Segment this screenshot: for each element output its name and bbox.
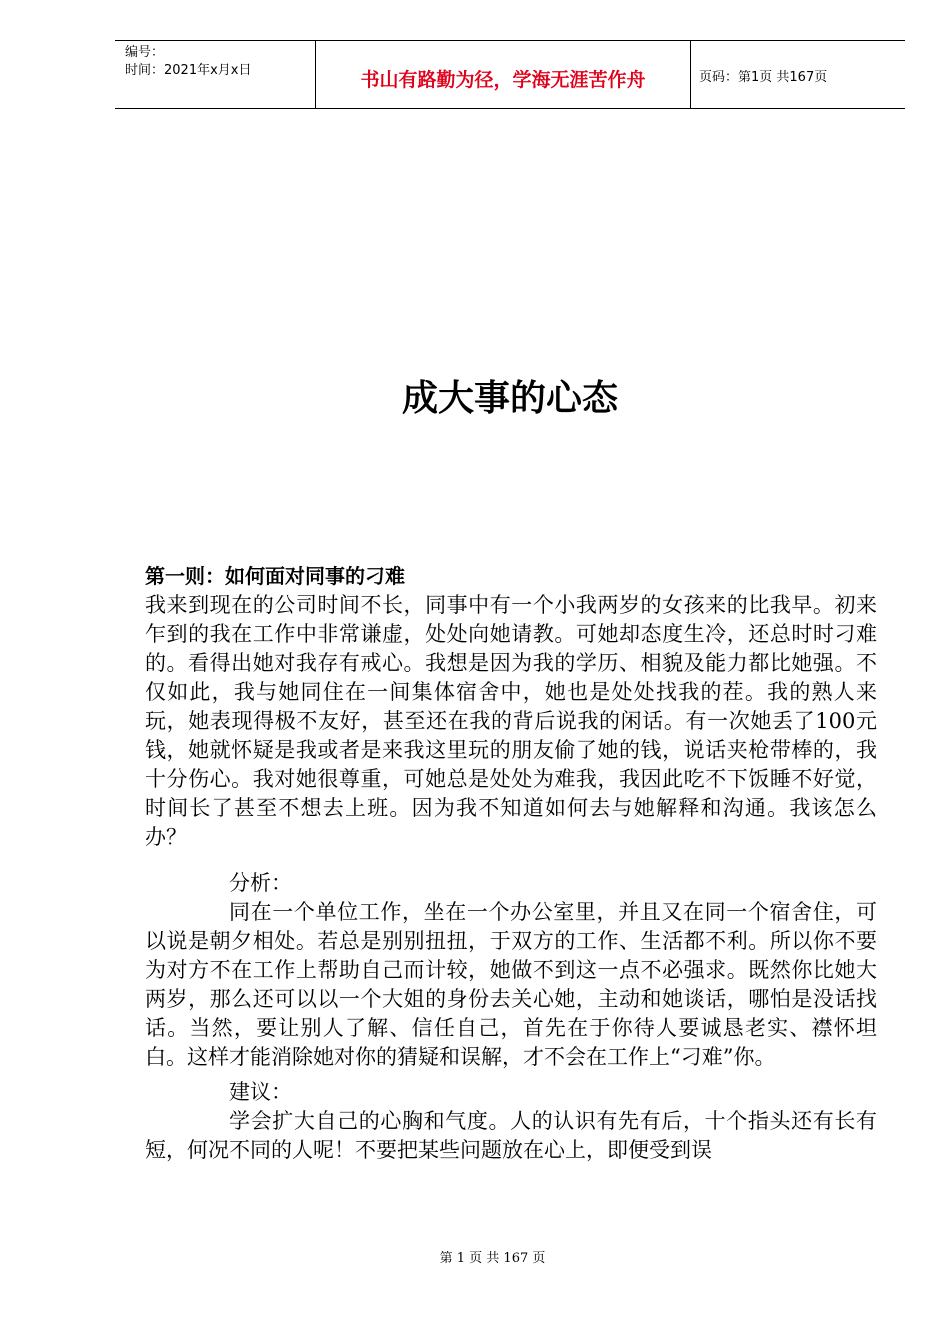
page-footer: 第 1 页 共 167 页 — [439, 1251, 546, 1266]
document-date: 时间：2021年x月x日 — [125, 63, 252, 78]
header-motto: 书山有路勤为径，学海无涯苦作舟 — [360, 69, 646, 91]
document-number-label: 编号： — [125, 45, 165, 60]
document-title: 成大事的心态 — [401, 378, 618, 419]
header-motto-cell — [315, 41, 691, 108]
page-header — [115, 40, 905, 109]
header-page-info: 页码：第1页 共167页 — [699, 70, 828, 85]
analysis-label: 分析： — [229, 871, 292, 895]
article-body — [145, 562, 877, 1165]
section-heading: 第一则：如何面对同事的刁难 — [145, 564, 405, 588]
analysis-paragraph: 同在一个单位工作，坐在一个办公室里，并且又在同一个宿舍住，可以说是朝夕相处。若总是别别扭扭，于双方的工作、生活都不利。所以你不要为对方不在工作上帮助自己而计较，她做不到这一点不必强求。既然你比她大两岁，那么还可以以一个大姐的身份去关心她，主动和她谈话，哪怕是没话找话。当然，要让别人了解、信任自己，首先在于你待人要诚恳老实、襟怀坦白。这样才能消除她对你的猜疑和误解，才不会在工作上“刁难”你。 — [145, 900, 877, 1069]
advice-label: 建议： — [229, 1080, 292, 1104]
question-paragraph: 我来到现在的公司时间不长，同事中有一个小我两岁的女孩来的比我早。初来乍到的我在工作中非常谦虚，处处向她请教。可她却态度生冷，还总时时刁难的。看得出她对我存有戒心。我想是因为我的学历、相貌及能力都比她强。不仅如此，我与她同住在一间集体宿舍中，她也是处处找我的茬。我的熟人来玩，她表现得极不友好，甚至还在我的背后说我的闲话。有一次她丢了100元钱，她就怀疑是我或者是来我这里玩的朋友偷了她的钱，说话夹枪带棒的，我十分伤心。我对她很尊重，可她总是处处为难我，我因此吃不下饭睡不好觉，时间长了甚至不想去上班。因为我不知道如何去与她解释和沟通。我该怎么办？ — [145, 593, 877, 849]
advice-paragraph: 学会扩大自己的心胸和气度。人的认识有先有后，十个指头还有长有短，何况不同的人呢！不要把某些问题放在心上，即便受到误 — [145, 1109, 877, 1162]
header-meta-cell — [115, 41, 315, 108]
header-page-cell — [691, 41, 905, 108]
